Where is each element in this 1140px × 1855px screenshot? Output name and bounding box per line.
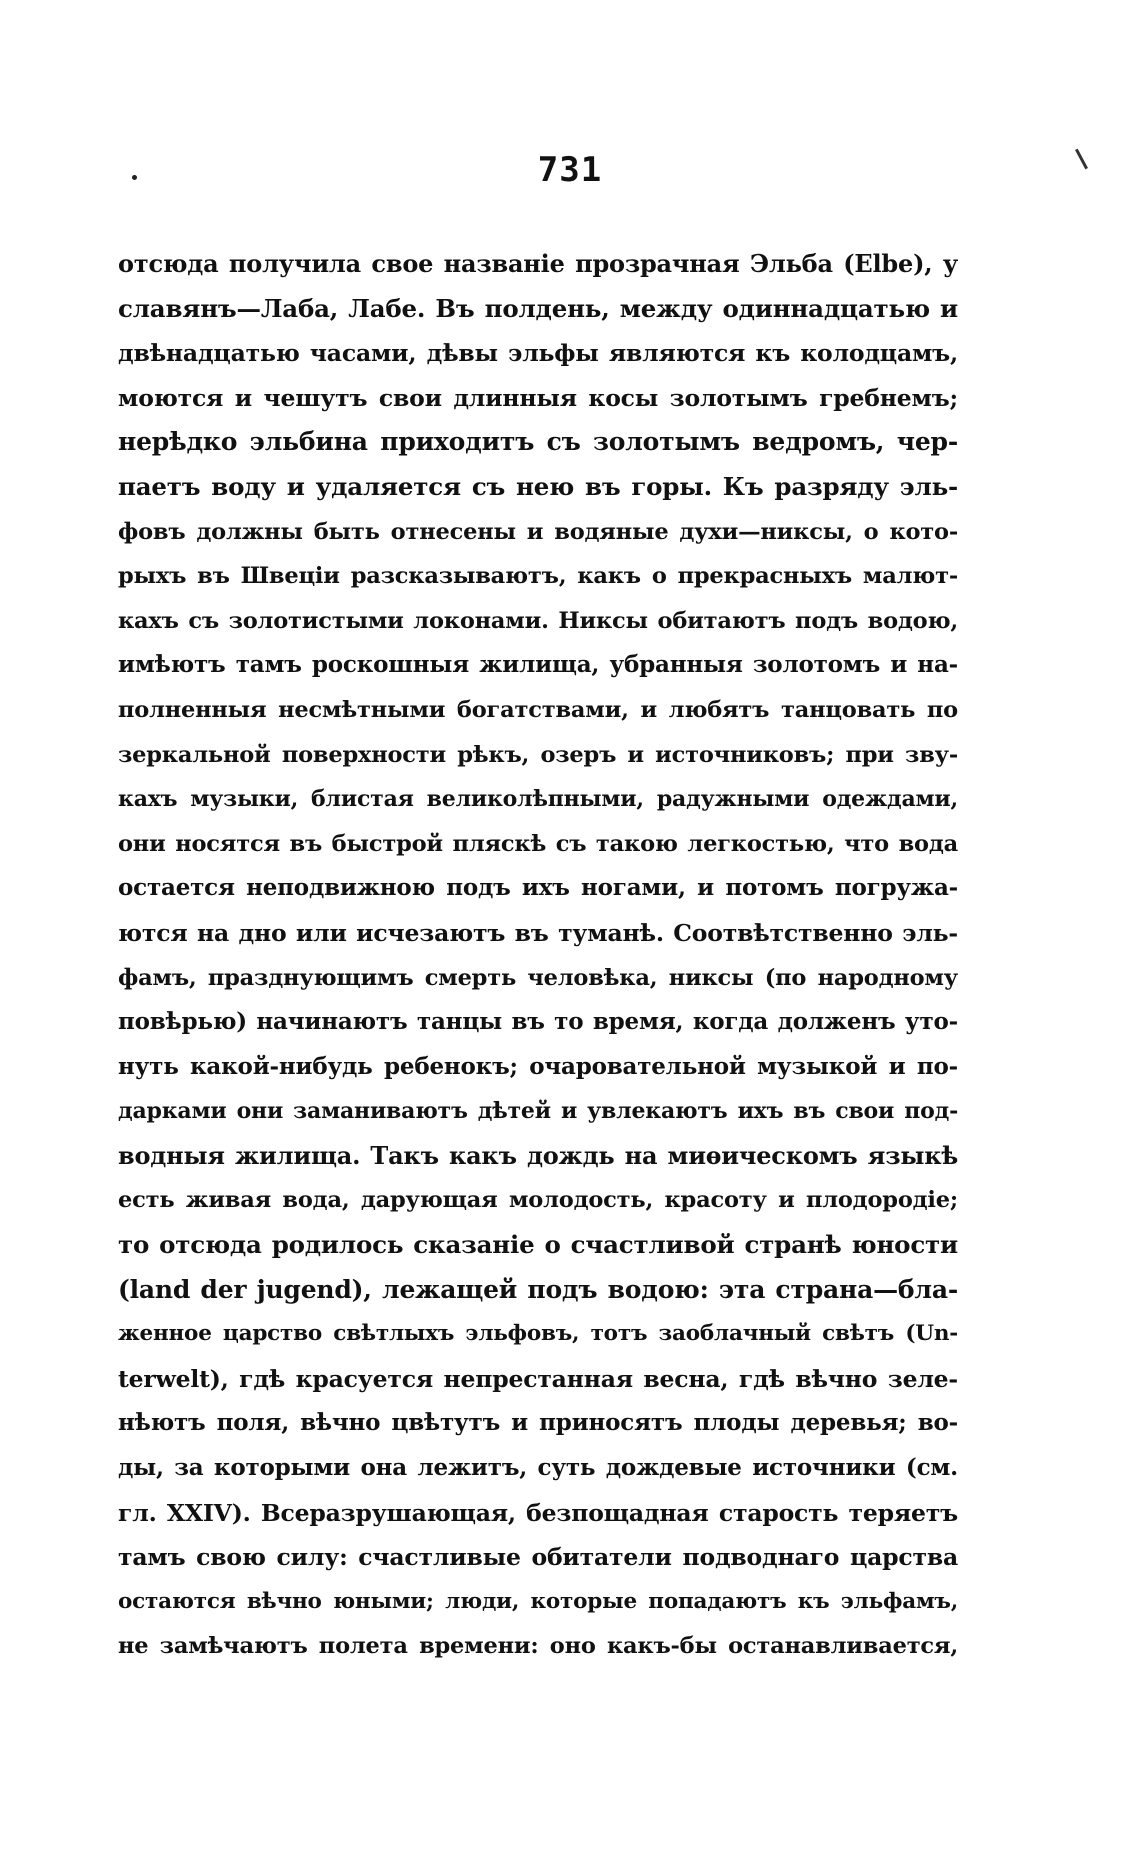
text-line: фовъ должны быть отнесены и водяные духи—никсы, о кото- <box>118 518 958 545</box>
text-line: полненныя несмѣтными богатствами, и любятъ танцовать по <box>118 696 958 723</box>
text-line: двѣнадцатью часами, дѣвы эльфы являются къ колодцамъ, <box>118 339 958 368</box>
text-line: кахъ съ золотистыми локонами. Никсы обитаютъ подъ водою, <box>118 607 958 634</box>
text-line: водныя жилища. Такъ какъ дождь на миѳическомъ языкѣ <box>118 1140 958 1170</box>
text-line: (land der jugend), лежащей подъ водою: эта страна—бла- <box>118 1274 958 1304</box>
text-line: terwelt), гдѣ красуется непрестанная весна, гдѣ вѣчно зеле- <box>118 1364 958 1393</box>
text-line: женное царство свѣтлыхъ эльфовъ, тотъ заоблачный свѣтъ (Un- <box>118 1321 958 1347</box>
body-text <box>118 242 958 1669</box>
page-number: 731 <box>537 150 603 190</box>
text-line: ются на дно или исчезаютъ въ туманѣ. Соотвѣтственно эль- <box>118 918 958 947</box>
text-line: гл. XXIV). Всеразрушающая, безпощадная старость теряетъ <box>118 1498 958 1527</box>
text-line: рыхъ въ Швеціи разсказываютъ, какъ о прекрасныхъ малют- <box>118 563 958 590</box>
text-line: моются и чешутъ свои длинныя косы золотымъ гребнемъ; <box>118 383 958 412</box>
text-line: повѣрью) начинаютъ танцы въ то время, когда долженъ уто- <box>118 1008 958 1036</box>
text-line: нѣютъ поля, вѣчно цвѣтутъ и приносятъ плоды деревья; во- <box>118 1409 958 1437</box>
text-line: они носятся въ быстрой пляскѣ съ такою легкостью, что вода <box>118 830 958 857</box>
text-line: зеркальной поверхности рѣкъ, озеръ и источниковъ; при зву- <box>118 741 958 768</box>
text-line: славянъ—Лаба, Лабе. Въ полдень, между одиннадцатью и <box>118 293 958 323</box>
text-line: ды, за которыми она лежитъ, суть дождевые источники (см. <box>118 1454 958 1482</box>
text-line: остается неподвижною подъ ихъ ногами, и потомъ погружа- <box>118 874 958 902</box>
text-line: нерѣдко эльбина приходитъ съ золотымъ ведромъ, чер- <box>118 427 958 457</box>
text-line: остаются вѣчно юными; люди, которые попадаютъ къ эльфамъ, <box>118 1588 958 1614</box>
text-line: паетъ воду и удаляется съ нею въ горы. Къ разряду эль- <box>118 471 958 501</box>
text-line: имѣютъ тамъ роскошныя жилища, убранныя золотомъ и на- <box>118 651 958 679</box>
text-line: кахъ музыки, блистая великолѣпными, радужными одеждами, <box>118 786 958 813</box>
text-line: тамъ свою силу: счастливые обитатели подводнаго царства <box>118 1543 958 1572</box>
text-line: фамъ, празднующимъ смерть человѣка, никсы (по народному <box>118 964 958 991</box>
text-line: дарками они заманиваютъ дѣтей и увлекаютъ ихъ въ свои под- <box>118 1098 958 1125</box>
text-line: есть живая вода, дарующая молодость, красоту и плодородіе; <box>118 1187 958 1214</box>
text-line: отсюда получила свое названіе прозрачная Эльба (Elbe), у <box>118 249 958 278</box>
text-line: не замѣчаютъ полета времени: оно какъ-бы останавливается, <box>118 1633 958 1660</box>
text-line: нуть какой-нибудь ребенокъ; очаровательной музыкой и по- <box>118 1052 958 1080</box>
text-line: то отсюда родилось сказаніе о счастливой странѣ юности <box>118 1230 958 1260</box>
